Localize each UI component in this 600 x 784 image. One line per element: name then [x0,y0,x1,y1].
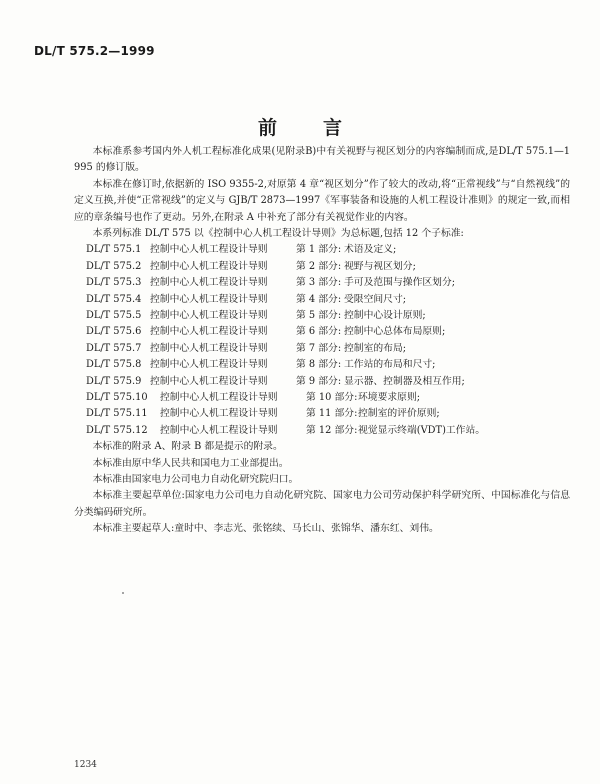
part-description: 环境要求原则; [358,391,421,403]
intro-paragraph: 本系列标准 DL/T 575 以《控制中心人机工程设计导则》为总标题,包括 12 个子标准: [92,228,464,240]
standard-code: DL/T 575.1 [86,244,142,256]
part-description: 显示器、控制器及相互作用; [344,375,465,387]
series-title: 控制中心人机工程设计导则 [150,260,268,272]
standard-code: DL/T 575.9 [86,375,142,387]
standard-id-header: DL/T 575.2—1999 [34,44,155,58]
title-char-1: 前 [257,117,277,139]
part-number: 第 2 部分: [296,260,342,272]
part-description: 控制室的布局; [344,342,407,354]
part-description: 视觉显示终端(VDT)工作站。 [358,424,486,436]
part-description: 控制中心总体布局原则; [344,326,446,338]
list-item [74,341,570,357]
part-number: 第 8 部分: [296,359,342,371]
list-item [74,374,570,390]
standard-code: DL/T 575.10 [86,391,148,403]
part-number: 第 3 部分: [296,277,342,289]
closing-paragraph: 本标准的附录 A、附录 B 都是提示的附录。 [92,441,283,453]
list-item [74,406,570,422]
list-item [74,324,570,340]
standard-code: DL/T 575.11 [86,408,148,420]
preface-body [74,144,570,538]
part-number: 第 4 部分: [296,293,342,305]
part-description: 手可及范围与操作区划分; [344,277,456,289]
standard-code: DL/T 575.5 [86,310,142,321]
series-title: 控制中心人机工程设计导则 [150,244,268,256]
series-title: 控制中心人机工程设计导则 [150,359,268,371]
closing-paragraph: 本标准由原中华人民共和国电力工业部提出。 [92,457,289,469]
closing-paragraph: 本标准由国家电力公司电力自动化研究院归口。 [92,473,299,485]
list-item [74,308,570,324]
standard-code: DL/T 575.4 [86,293,142,305]
list-item [74,259,570,275]
list-item [74,390,570,406]
part-description: 受限空间尺寸; [344,293,407,305]
part-description: 视野与视区划分; [344,260,416,272]
scan-speck [122,592,124,594]
list-item [74,292,570,308]
series-title: 控制中心人机工程设计导则 [160,424,278,436]
standards-list [74,242,570,439]
standard-code: DL/T 575.7 [86,342,142,354]
closing-paragraph: 本标准主要起草单位:国家电力公司电力自动化研究院、国家电力公司劳动保护科学研究所、中国标准化与信息分类编码研究所。 [74,490,570,518]
list-item [74,357,570,373]
series-title: 控制中心人机工程设计导则 [160,408,278,420]
part-number: 第 1 部分: [296,244,342,256]
part-description: 控制室的评价原则; [358,408,440,420]
part-number: 第 7 部分: [296,342,342,354]
part-description: 工作站的布局和尺寸; [344,359,436,371]
part-number: 第 11 部分: [306,408,358,420]
series-title: 控制中心人机工程设计导则 [160,391,278,403]
standard-code: DL/T 575.8 [86,359,142,371]
page-number: 1234 [74,760,97,770]
part-number: 第 5 部分: [296,310,342,321]
series-title: 控制中心人机工程设计导则 [150,310,268,321]
intro-paragraph: 本标准系参考国内外人机工程标准化成果(见附录B)中有关视野与视区划分的内容编制而成,是DL/T 575.1—1995 的修订版。 [74,146,570,174]
series-title: 控制中心人机工程设计导则 [150,375,268,387]
intro-paragraph: 本标准在修订时,依据新的 ISO 9355-2,对原第 4 章“视区划分”作了较大的改动,将“正常视线”与“自然视线”的定义互换,并使“正常视线”的定义与 GJB/T 2873—1997《军事装备和设施的人机工程设计准则》的规定一致,而相应的章条编号也作了更动。另外,在附录 A 中补充了部分有关视觉作业的内容。 [74,178,570,223]
standard-code: DL/T 575.3 [86,277,142,289]
series-title: 控制中心人机工程设计导则 [150,342,268,354]
part-number: 第 12 部分: [306,424,358,436]
standard-code: DL/T 575.2 [86,260,142,272]
part-number: 第 6 部分: [296,326,342,338]
part-number: 第 9 部分: [296,375,342,387]
list-item [74,275,570,291]
series-title: 控制中心人机工程设计导则 [150,277,268,289]
list-item [74,423,570,439]
list-item [74,242,570,258]
closing-paragraph: 本标准主要起草人:童时中、李志光、张铭续、马长山、张锦华、潘东红、刘伟。 [92,523,439,535]
part-number: 第 10 部分: [306,391,358,403]
part-description: 控制中心设计原则; [344,310,426,321]
series-title: 控制中心人机工程设计导则 [150,326,268,338]
title-char-2: 言 [323,117,343,139]
series-title: 控制中心人机工程设计导则 [150,293,268,305]
page-title [0,113,600,140]
standard-code: DL/T 575.6 [86,326,142,338]
standard-code: DL/T 575.12 [86,424,148,436]
part-description: 术语及定义; [344,244,397,256]
